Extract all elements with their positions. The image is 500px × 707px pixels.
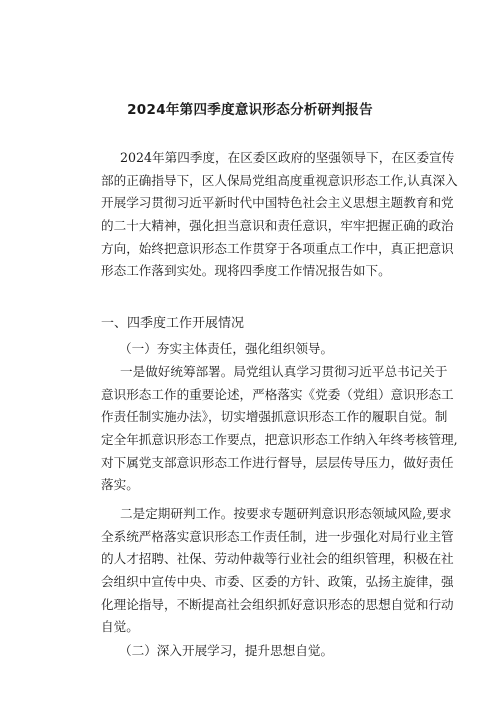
- paragraph-line: 部的正确指导下，区人保局党组高度重视意识形态工作,认真深入: [101, 172, 458, 188]
- paragraph-line: 定全年抓意识形态工作要点，把意识形态工作纳入年终考核管理,: [101, 432, 458, 448]
- paragraph-research: [101, 503, 454, 639]
- section-heading: 一、四季度工作开展情况: [101, 316, 245, 331]
- paragraph-line: 二是定期研判工作。按要求专题研判意识形态领域风险,要求: [120, 506, 452, 521]
- paragraph-line: 形态工作落到实处。现将四季度工作情况报告如下。: [101, 263, 391, 279]
- paragraph-line: 一是做好统筹部署。局党组认真学习贯彻习近平总书记关于: [120, 364, 448, 379]
- paragraph-line: 2024年第四季度，在区委区政府的坚强领导下，在区委宣传: [120, 150, 455, 165]
- paragraph-line: 的二十大精神，强化担当意识和责任意识，牢牢把握正确的政治: [101, 218, 454, 234]
- paragraph-line: 全系统严格落实意识形态工作责任制，进一步强化对局行业主管: [101, 528, 454, 544]
- paragraph-line: 对下属党支部意识形态工作进行督导，层层传导压力，做好责任: [101, 454, 454, 470]
- paragraph-line: 自觉。: [101, 619, 139, 635]
- subsection-heading: （一）夯实主体责任，强化组织领导。: [119, 341, 334, 356]
- paragraph-line: 意识形态工作的重要论述，严格落实《党委（党组）意识形态工: [101, 386, 454, 402]
- intro-paragraph: [101, 147, 458, 283]
- paragraph-line: 开展学习贯彻习近平新时代中国特色社会主义思想主题教育和党: [101, 195, 454, 211]
- paragraph-line: 会组织中宣传中央、市委、区委的方针、政策，弘扬主旋律，强: [101, 574, 454, 590]
- paragraph-line: 的人才招聘、社保、劳动仲裁等行业社会的组织管理，积极在社: [101, 551, 454, 567]
- paragraph-line: 化理论指导，不断提高社会组织抓好意识形态的思想自觉和行动: [101, 596, 454, 612]
- paragraph-line: 作责任制实施办法》，切实增强抓意识形态工作的履职自觉。制: [101, 409, 448, 425]
- paragraph-coordination: [101, 361, 458, 497]
- paragraph-line: 落实。: [101, 477, 139, 493]
- subsection-heading: （二）深入开展学习，提升思想自觉。: [119, 643, 334, 658]
- paragraph-line: 方向，始终把意识形态工作贯穿于各项重点工作中，真正把意识: [101, 240, 454, 256]
- document-title: 2024年第四季度意识形态分析研判报告: [127, 102, 373, 118]
